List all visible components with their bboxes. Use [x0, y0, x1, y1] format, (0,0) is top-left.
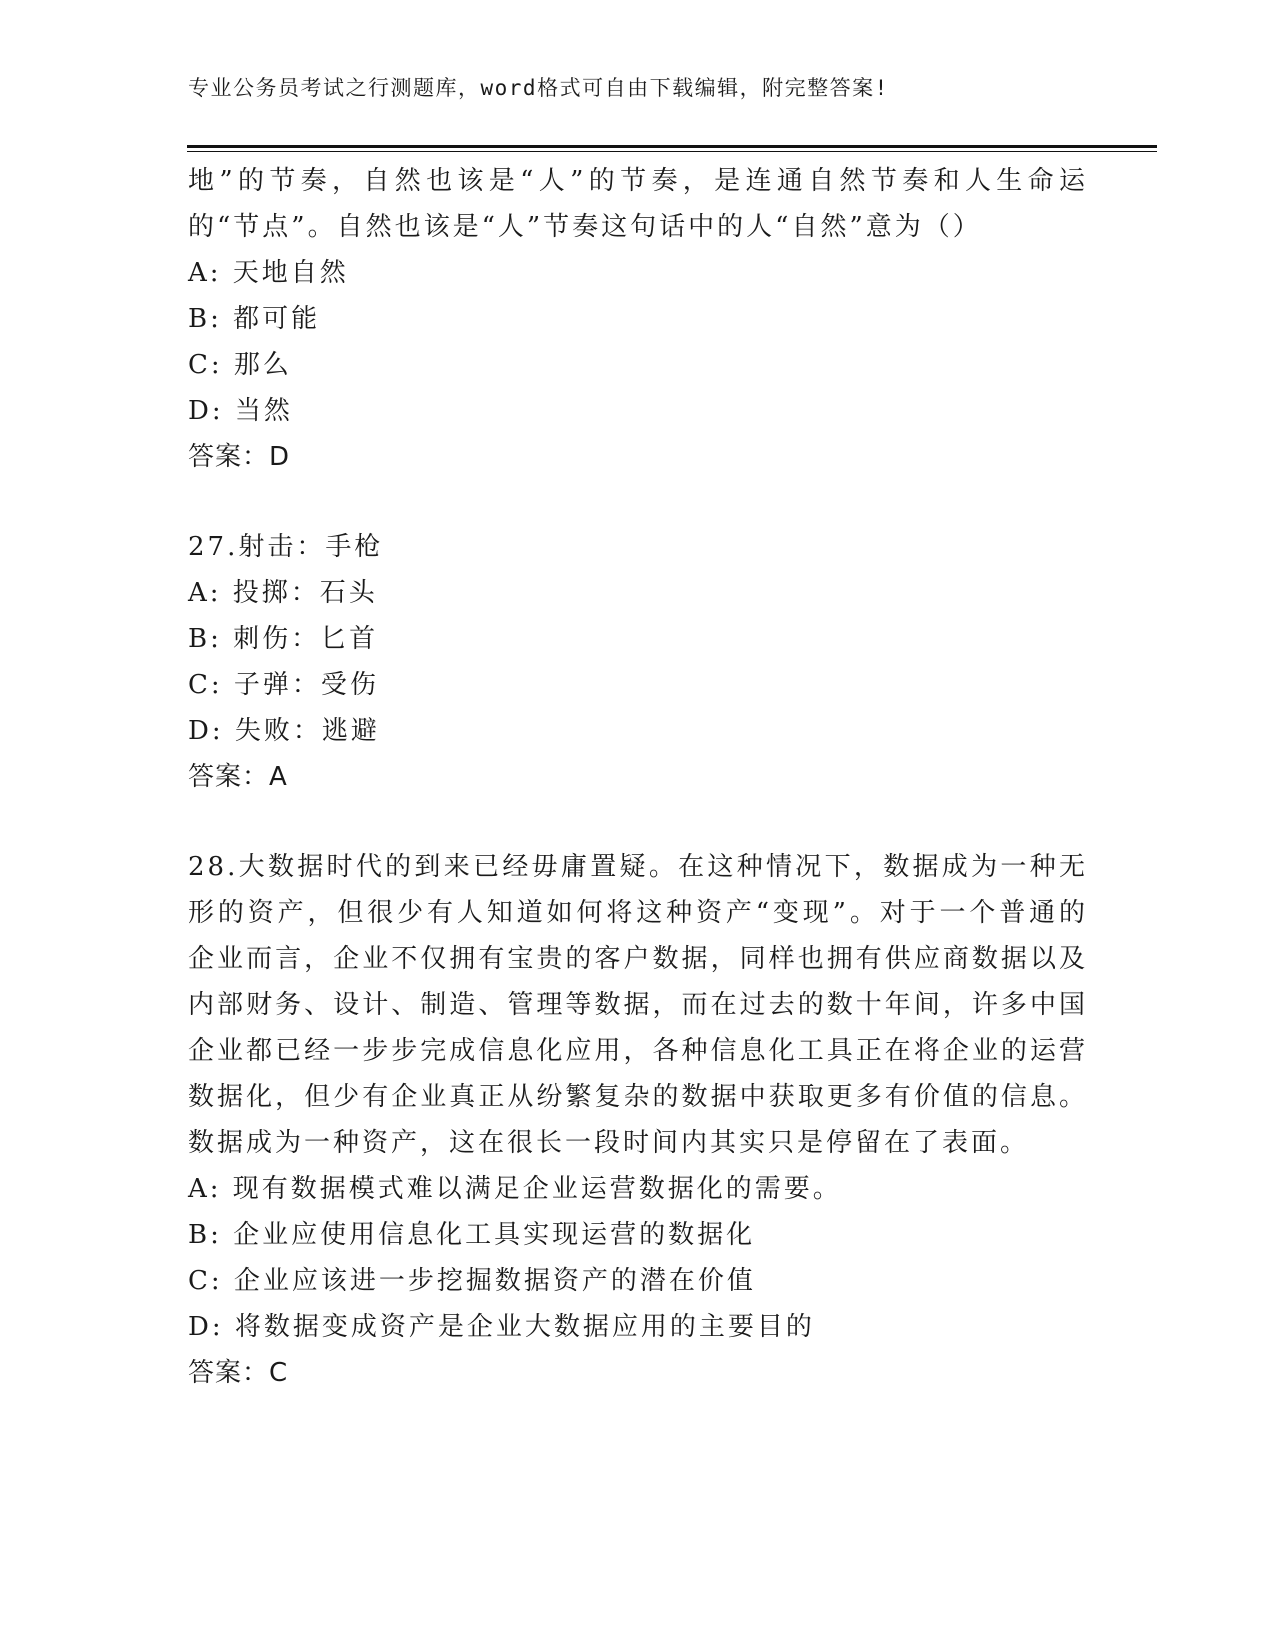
option-d: D: 将数据变成资产是企业大数据应用的主要目的 [188, 1312, 815, 1342]
header-rule-thin [187, 151, 1157, 152]
option-b: B: 企业应使用信息化工具实现运营的数据化 [188, 1220, 756, 1250]
question-list [188, 158, 1088, 1396]
option-c: C: 那么 [188, 350, 292, 380]
option-b: B: 刺伤：匕首 [188, 624, 379, 654]
page-header: 专业公务员考试之行测题库，word格式可自由下载编辑，附完整答案! [188, 76, 889, 100]
question-stem: 地”的节奏，自然也该是“人”的节奏，是连通自然节奏和人生命运的“节点”。自然也该是“人”节奏这句话中的人“自然”意为（） [188, 166, 1088, 242]
header-rule-thick [187, 145, 1157, 148]
option-c: C: 子弹：受伤 [188, 670, 379, 700]
option-a: A: 天地自然 [188, 258, 349, 288]
question-28 [188, 844, 1088, 1396]
option-a: A: 现有数据模式难以满足企业运营数据化的需要。 [188, 1174, 842, 1204]
answer-line: 答案：C [188, 1358, 289, 1388]
option-b: B: 都可能 [188, 304, 321, 334]
answer-line: 答案：A [188, 762, 288, 792]
answer-line: 答案：D [188, 442, 291, 472]
option-d: D: 当然 [188, 396, 293, 426]
question-prev [188, 158, 1088, 480]
question-stem: 28.大数据时代的到来已经毋庸置疑。在这种情况下，数据成为一种无形的资产，但很少有人知道如何将这种资产“变现”。对于一个普通的企业而言，企业不仅拥有宝贵的客户数据，同样也拥有供应商数据以及内部财务、设计、制造、管理等数据，而在过去的数十年间，许多中国企业都已经一步步完成信息化应用，各种信息化工具正在将企业的运营数据化，但少有企业真正从纷繁复杂的数据中获取更多有价值的信息。数据成为一种资产，这在很长一段时间内其实只是停留在了表面。 [188, 852, 1088, 1158]
option-d: D: 失败：逃避 [188, 716, 380, 746]
question-stem: 27.射击：手枪 [188, 532, 384, 562]
option-c: C: 企业应该进一步挖掘数据资产的潜在价值 [188, 1266, 756, 1296]
option-a: A: 投掷：石头 [188, 578, 378, 608]
question-27 [188, 524, 1088, 800]
